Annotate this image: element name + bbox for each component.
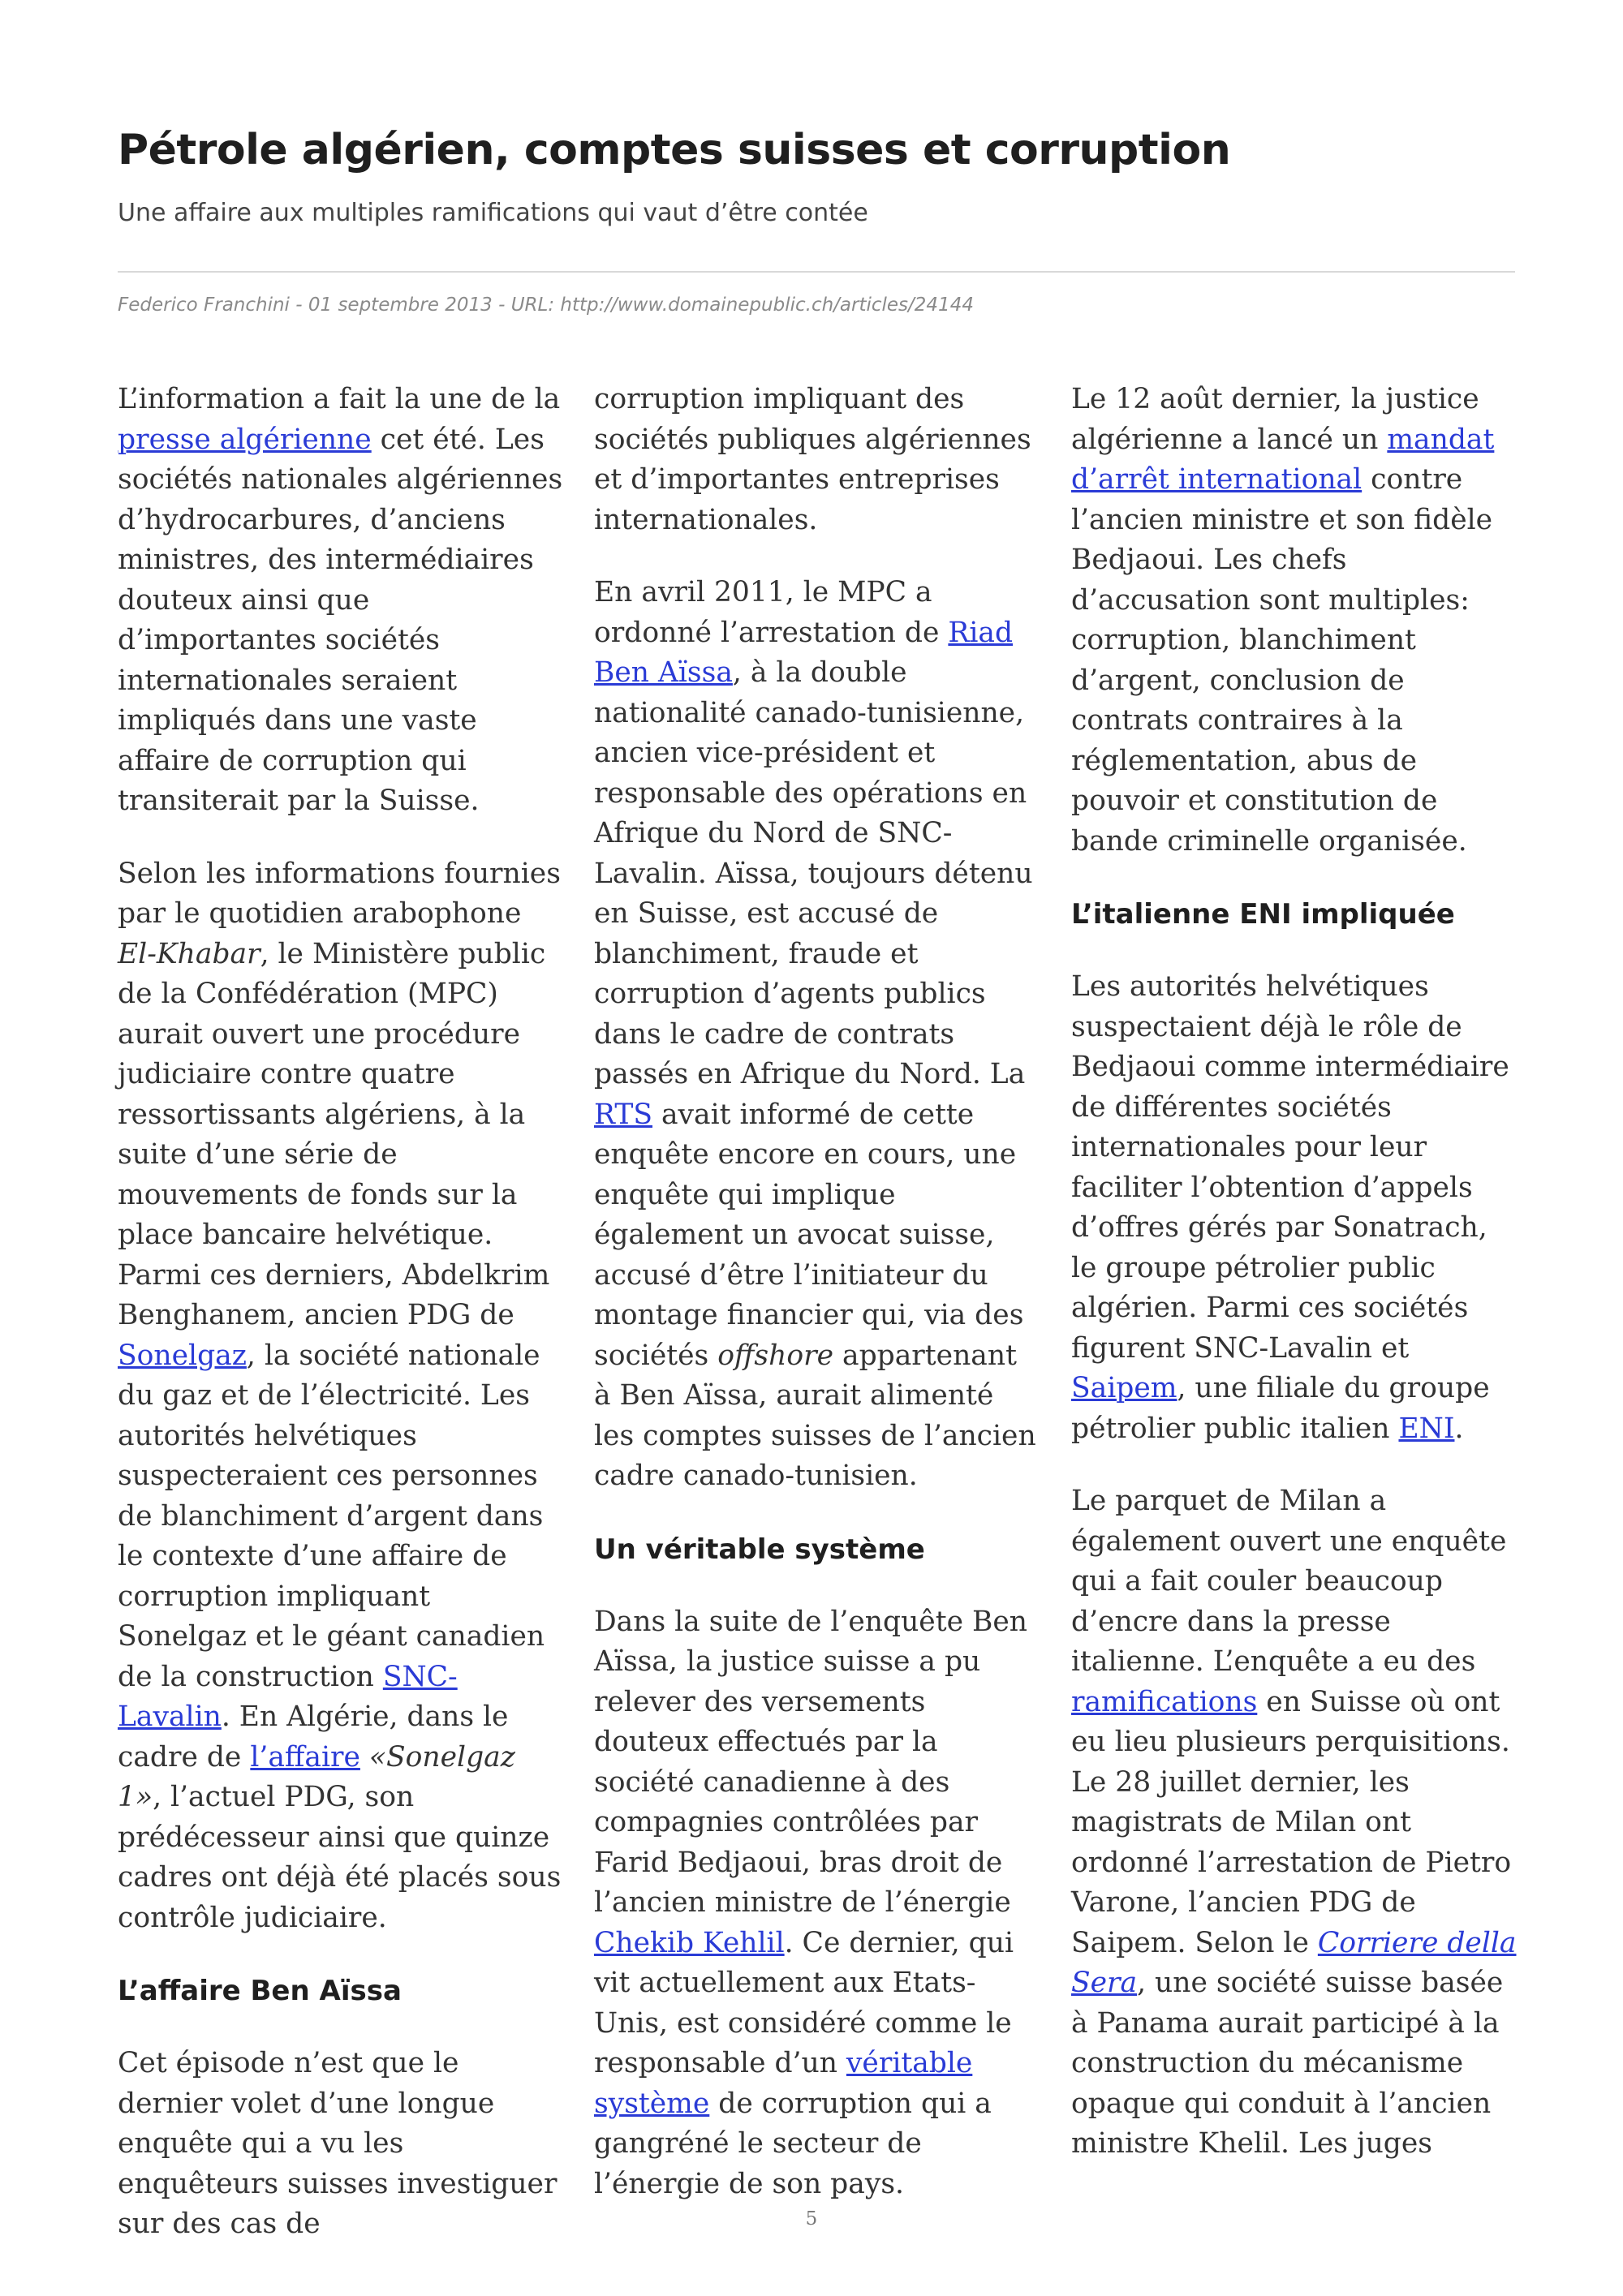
paragraph	[594, 573, 1040, 1497]
link-chekib-kehlil[interactable]: Chekib Kehlil	[594, 1926, 785, 1959]
article-subtitle: Une affaire aux multiples ramifications qui vaut d’être contée	[118, 199, 868, 227]
article-title: Pétrole algérien, comptes suisses et corruption	[118, 126, 1231, 174]
paragraph	[1071, 380, 1518, 862]
text-run: , une société suisse basée à Panama aurait participé à la construction du mécanisme opaque qui conduit à l’ancien ministre Khelil. Les juges	[1071, 1967, 1504, 2160]
text-run: Dans la suite de l’enquête Ben Aïssa, la justice suisse a pu relever des versements douteux effectués par la société canadienne à des compagnies contrôlées par Farid Bedjaoui, bras droit de l’ancien ministre de l’énergie	[594, 1605, 1027, 1919]
text-run: En avril 2011, le MPC a ordonné l’arrestation de	[594, 576, 949, 649]
section-heading-eni: L’italienne ENI impliquée	[1071, 898, 1455, 931]
emphasis-el-khabar: El-Khabar	[118, 937, 260, 970]
paragraph	[1071, 1481, 1518, 2165]
paragraph	[594, 380, 1040, 540]
text-run: . En Algérie, dans le cadre de	[118, 1701, 509, 1774]
emphasis-offshore: offshore	[717, 1339, 834, 1372]
text-run	[360, 1741, 369, 1774]
text-run: corruption impliquant des sociétés publiques algériennes et d’importantes entreprises internationales.	[594, 383, 1031, 536]
text-run: Les autorités helvétiques suspectaient déjà le rôle de Bedjaoui comme intermédiaire de différentes sociétés internationales pour leur faciliter l’obtention d’appels d’offres gérés par Sonatrach, le groupe pétrolier public algérien. Parmi ces sociétés figurent SNC-Lavalin et	[1071, 970, 1509, 1365]
section-heading-ben-aissa: L’affaire Ben Aïssa	[118, 1975, 402, 2007]
text-column-3	[1071, 380, 1518, 2197]
link-snc-lavalin[interactable]: SNC-Lavalin	[118, 1660, 458, 1733]
text-column-2	[594, 380, 1040, 2237]
text-run: contre l’ancien ministre et son fidèle Bedjaoui. Les chefs d’accusation sont multiples: corruption, blanchiment d’argent, conclusion de contrats contraires à la réglementation, abus de pouvoir et constitution de bande criminelle organisée.	[1071, 463, 1493, 858]
header-divider	[118, 271, 1515, 273]
text-run: Le parquet de Milan a également ouvert une enquête qui a fait couler beaucoup d’encre dans la presse italienne. L’enquête a eu des	[1071, 1485, 1507, 1678]
paragraph	[118, 380, 564, 822]
text-run: avait informé de cette enquête encore en cours, une enquête qui implique également un avocat suisse, accusé d’être l’initiateur du montage financier qui, via des sociétés	[594, 1098, 1024, 1372]
paragraph	[594, 1602, 1040, 2205]
paragraph	[1071, 967, 1518, 1449]
paragraph	[118, 2044, 564, 2245]
paragraph	[118, 854, 564, 1939]
link-saipem[interactable]: Saipem	[1071, 1372, 1177, 1404]
text-run: de corruption qui a gangréné le secteur de l’énergie de son pays.	[594, 2087, 992, 2200]
text-run: Cet épisode n’est que le dernier volet d’une longue enquête qui a vu les enquêteurs suisses investiguer sur des cas de	[118, 2047, 558, 2240]
emphasis-sonelgaz-1: «Sonelgaz 1»	[118, 1740, 515, 1813]
text-run: . Ce dernier, qui vit actuellement aux Etats-Unis, est considéré comme le responsable d’un	[594, 1926, 1014, 2079]
text-run: , l’actuel PDG, son prédécesseur ainsi que quinze cadres ont déjà été placés sous contrôle judiciaire.	[118, 1781, 562, 1934]
article-byline: Federico Franchini - 01 septembre 2013 - URL: http://www.domainepublic.ch/articles/24144	[118, 295, 974, 316]
text-column-1	[118, 380, 564, 2277]
link-rts[interactable]: RTS	[594, 1098, 653, 1131]
link-laffaire[interactable]: l’affaire	[250, 1740, 360, 1774]
text-run: L’information a fait la une de la	[118, 383, 561, 415]
text-run: cet été. Les sociétés nationales algériennes d’hydrocarbures, d’anciens ministres, des intermédiaires douteux ainsi que d’importantes sociétés internationales seraient impliqués dans une vaste affaire de corruption qui transiterait par la Suisse.	[118, 423, 563, 817]
link-ramifications[interactable]: ramifications	[1071, 1685, 1258, 1718]
text-run: , à la double nationalité canado-tunisienne, ancien vice-président et responsable des opérations en Afrique du Nord de SNC-Lavalin. Aïssa, toujours détenu en Suisse, est accusé de blanchiment, fraude et corruption d’agents publics dans le cadre de contrats passés en Afrique du Nord. La	[594, 656, 1033, 1090]
link-sonelgaz[interactable]: Sonelgaz	[118, 1339, 247, 1372]
text-run: en Suisse où ont eu lieu plusieurs perquisitions. Le 28 juillet dernier, les magistrats de Milan ont ordonné l’arrestation de Pietro Varone, l’ancien PDG de Saipem. Selon le	[1071, 1685, 1512, 1959]
link-riad-ben-aissa[interactable]: Riad Ben Aïssa	[594, 616, 1014, 689]
text-run: , une filiale du groupe pétrolier public italien	[1071, 1372, 1490, 1445]
text-run: , la société nationale du gaz et de l’électricité. Les autorités helvétiques suspecteraient ces personnes de blanchiment d’argent dans le contexte d’une affaire de corruption impliquant Sonelgaz et le géant canadien de la construction	[118, 1339, 545, 1693]
link-corriere-della-sera-text: Corriere della Sera	[1071, 1926, 1517, 1999]
link-presse-algerienne[interactable]: presse algérienne	[118, 423, 372, 456]
text-run: Selon les informations fournies par le quotidien arabophone	[118, 857, 561, 930]
page-number: 5	[805, 2208, 818, 2229]
section-heading-veritable-systeme: Un véritable système	[594, 1533, 925, 1566]
text-run: appartenant à Ben Aïssa, aurait alimenté les comptes suisses de l’ancien cadre canado-tunisien.	[594, 1339, 1036, 1492]
link-veritable-systeme[interactable]: véritable système	[594, 2047, 973, 2120]
text-run: .	[1454, 1412, 1464, 1445]
link-eni[interactable]: ENI	[1398, 1412, 1455, 1445]
text-run: Le 12 août dernier, la justice algérienne a lancé un	[1071, 383, 1479, 456]
link-mandat-arret-international[interactable]: mandat d’arrêt international	[1071, 423, 1495, 496]
text-run: , le Ministère public de la Confédération (MPC) aurait ouvert une procédure judiciaire contre quatre ressortissants algériens, à la suite d’une série de mouvements de fonds sur la place bancaire helvétique. Parmi ces derniers, Abdelkrim Benghanem, ancien PDG de	[118, 937, 550, 1331]
